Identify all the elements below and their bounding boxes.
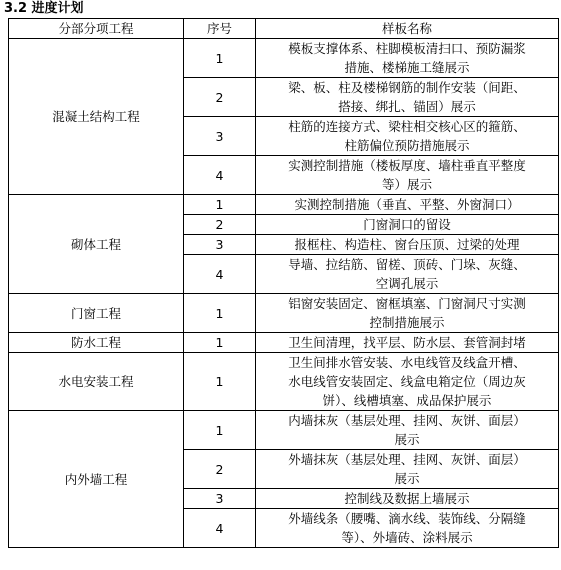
division-name: 混凝土结构工程 bbox=[9, 39, 184, 195]
row-number: 1 bbox=[184, 195, 256, 215]
header-division: 分部分项工程 bbox=[9, 19, 184, 39]
sample-name bbox=[256, 333, 559, 353]
sample-name bbox=[256, 450, 559, 489]
row-number: 4 bbox=[184, 255, 256, 294]
sample-name-line: 导墙、拉结筋、留槎、顶砖、门垛、灰缝、 bbox=[288, 257, 526, 272]
table-row bbox=[9, 411, 559, 450]
sample-name-line: 卫生间排水管安装、水电线管及线盒开槽、 bbox=[288, 355, 526, 370]
row-number: 1 bbox=[184, 39, 256, 78]
sample-name bbox=[256, 489, 559, 509]
table-body bbox=[9, 39, 559, 548]
sample-name-line: 梁、板、柱及楼梯钢筋的制作安装（间距、 bbox=[288, 80, 526, 95]
division-name: 门窗工程 bbox=[9, 294, 184, 333]
row-number: 1 bbox=[184, 353, 256, 411]
row-number: 1 bbox=[184, 411, 256, 450]
row-number: 4 bbox=[184, 156, 256, 195]
division-name: 水电安装工程 bbox=[9, 353, 184, 411]
row-number: 1 bbox=[184, 294, 256, 333]
sample-name-line: 水电线管安装固定、线盒电箱定位（周边灰 bbox=[288, 374, 526, 389]
sample-name-line: 模板支撑体系、柱脚模板清扫口、预防漏浆 bbox=[288, 41, 526, 56]
sample-name-line: 等）、外墙砖、涂料展示 bbox=[341, 530, 473, 545]
sample-name bbox=[256, 294, 559, 333]
table-row bbox=[9, 333, 559, 353]
sample-name bbox=[256, 255, 559, 294]
sample-name-line: 控制措施展示 bbox=[369, 315, 445, 330]
sample-name-line: 搭接、绑扎、锚固）展示 bbox=[338, 99, 476, 114]
sample-name-line: 柱筋的连接方式、梁柱相交核心区的箍筋、 bbox=[288, 119, 526, 134]
sample-name-line: 空调孔展示 bbox=[375, 276, 439, 291]
row-number: 2 bbox=[184, 78, 256, 117]
sample-name bbox=[256, 195, 559, 215]
sample-name-line: 措施、楼梯施工缝展示 bbox=[344, 60, 470, 75]
row-number: 3 bbox=[184, 117, 256, 156]
sample-name bbox=[256, 509, 559, 548]
sample-name bbox=[256, 156, 559, 195]
section-title: 3.2 进度计划 bbox=[4, 1, 84, 16]
row-number: 3 bbox=[184, 489, 256, 509]
sample-name-line: 铝窗安装固定、窗框填塞、门窗洞尺寸实测 bbox=[288, 296, 526, 311]
sample-name bbox=[256, 78, 559, 117]
sample-name-line: 实测控制措施（楼板厚度、墙柱垂直平整度 bbox=[288, 158, 526, 173]
table-row bbox=[9, 195, 559, 215]
table-row bbox=[9, 39, 559, 78]
row-number: 4 bbox=[184, 509, 256, 548]
table-header bbox=[9, 19, 559, 39]
sample-name-line: 实测控制措施（垂直、平整、外窗洞口） bbox=[294, 197, 520, 212]
sample-name bbox=[256, 39, 559, 78]
sample-name-line: 控制线及数据上墙展示 bbox=[344, 491, 470, 506]
sample-name-line: 展示 bbox=[394, 432, 420, 447]
sample-name bbox=[256, 353, 559, 411]
division-name: 砌体工程 bbox=[9, 195, 184, 294]
sample-name-line: 等）展示 bbox=[381, 177, 432, 192]
sample-name bbox=[256, 117, 559, 156]
header-row bbox=[9, 19, 559, 39]
row-number: 3 bbox=[184, 235, 256, 255]
sample-name-line: 内墙抹灰（基层处理、挂网、灰饼、面层） bbox=[288, 413, 526, 428]
schedule-table bbox=[8, 18, 559, 548]
sample-name-line: 饼）、线槽填塞、成品保护展示 bbox=[322, 393, 492, 408]
division-name: 防水工程 bbox=[9, 333, 184, 353]
table-row bbox=[9, 294, 559, 333]
row-number: 1 bbox=[184, 333, 256, 353]
sample-name bbox=[256, 215, 559, 235]
sample-name-line: 门窗洞口的留设 bbox=[363, 217, 451, 232]
table-row bbox=[9, 353, 559, 411]
sample-name bbox=[256, 411, 559, 450]
sample-name-line: 卫生间清理，找平层、防水层、套管洞封堵 bbox=[288, 335, 526, 350]
header-number: 序号 bbox=[184, 19, 256, 39]
division-name: 内外墙工程 bbox=[9, 411, 184, 548]
sample-name bbox=[256, 235, 559, 255]
sample-name-line: 报框柱、构造柱、窗台压顶、过梁的处理 bbox=[294, 237, 520, 252]
sample-name-line: 外墙线条（腰嘴、滴水线、装饰线、分隔缝 bbox=[288, 511, 526, 526]
row-number: 2 bbox=[184, 450, 256, 489]
sample-name-line: 柱筋偏位预防措施展示 bbox=[344, 138, 470, 153]
sample-name-line: 展示 bbox=[394, 471, 420, 486]
sample-name-line: 外墙抹灰（基层处理、挂网、灰饼、面层） bbox=[288, 452, 526, 467]
header-sample-name: 样板名称 bbox=[256, 19, 559, 39]
row-number: 2 bbox=[184, 215, 256, 235]
